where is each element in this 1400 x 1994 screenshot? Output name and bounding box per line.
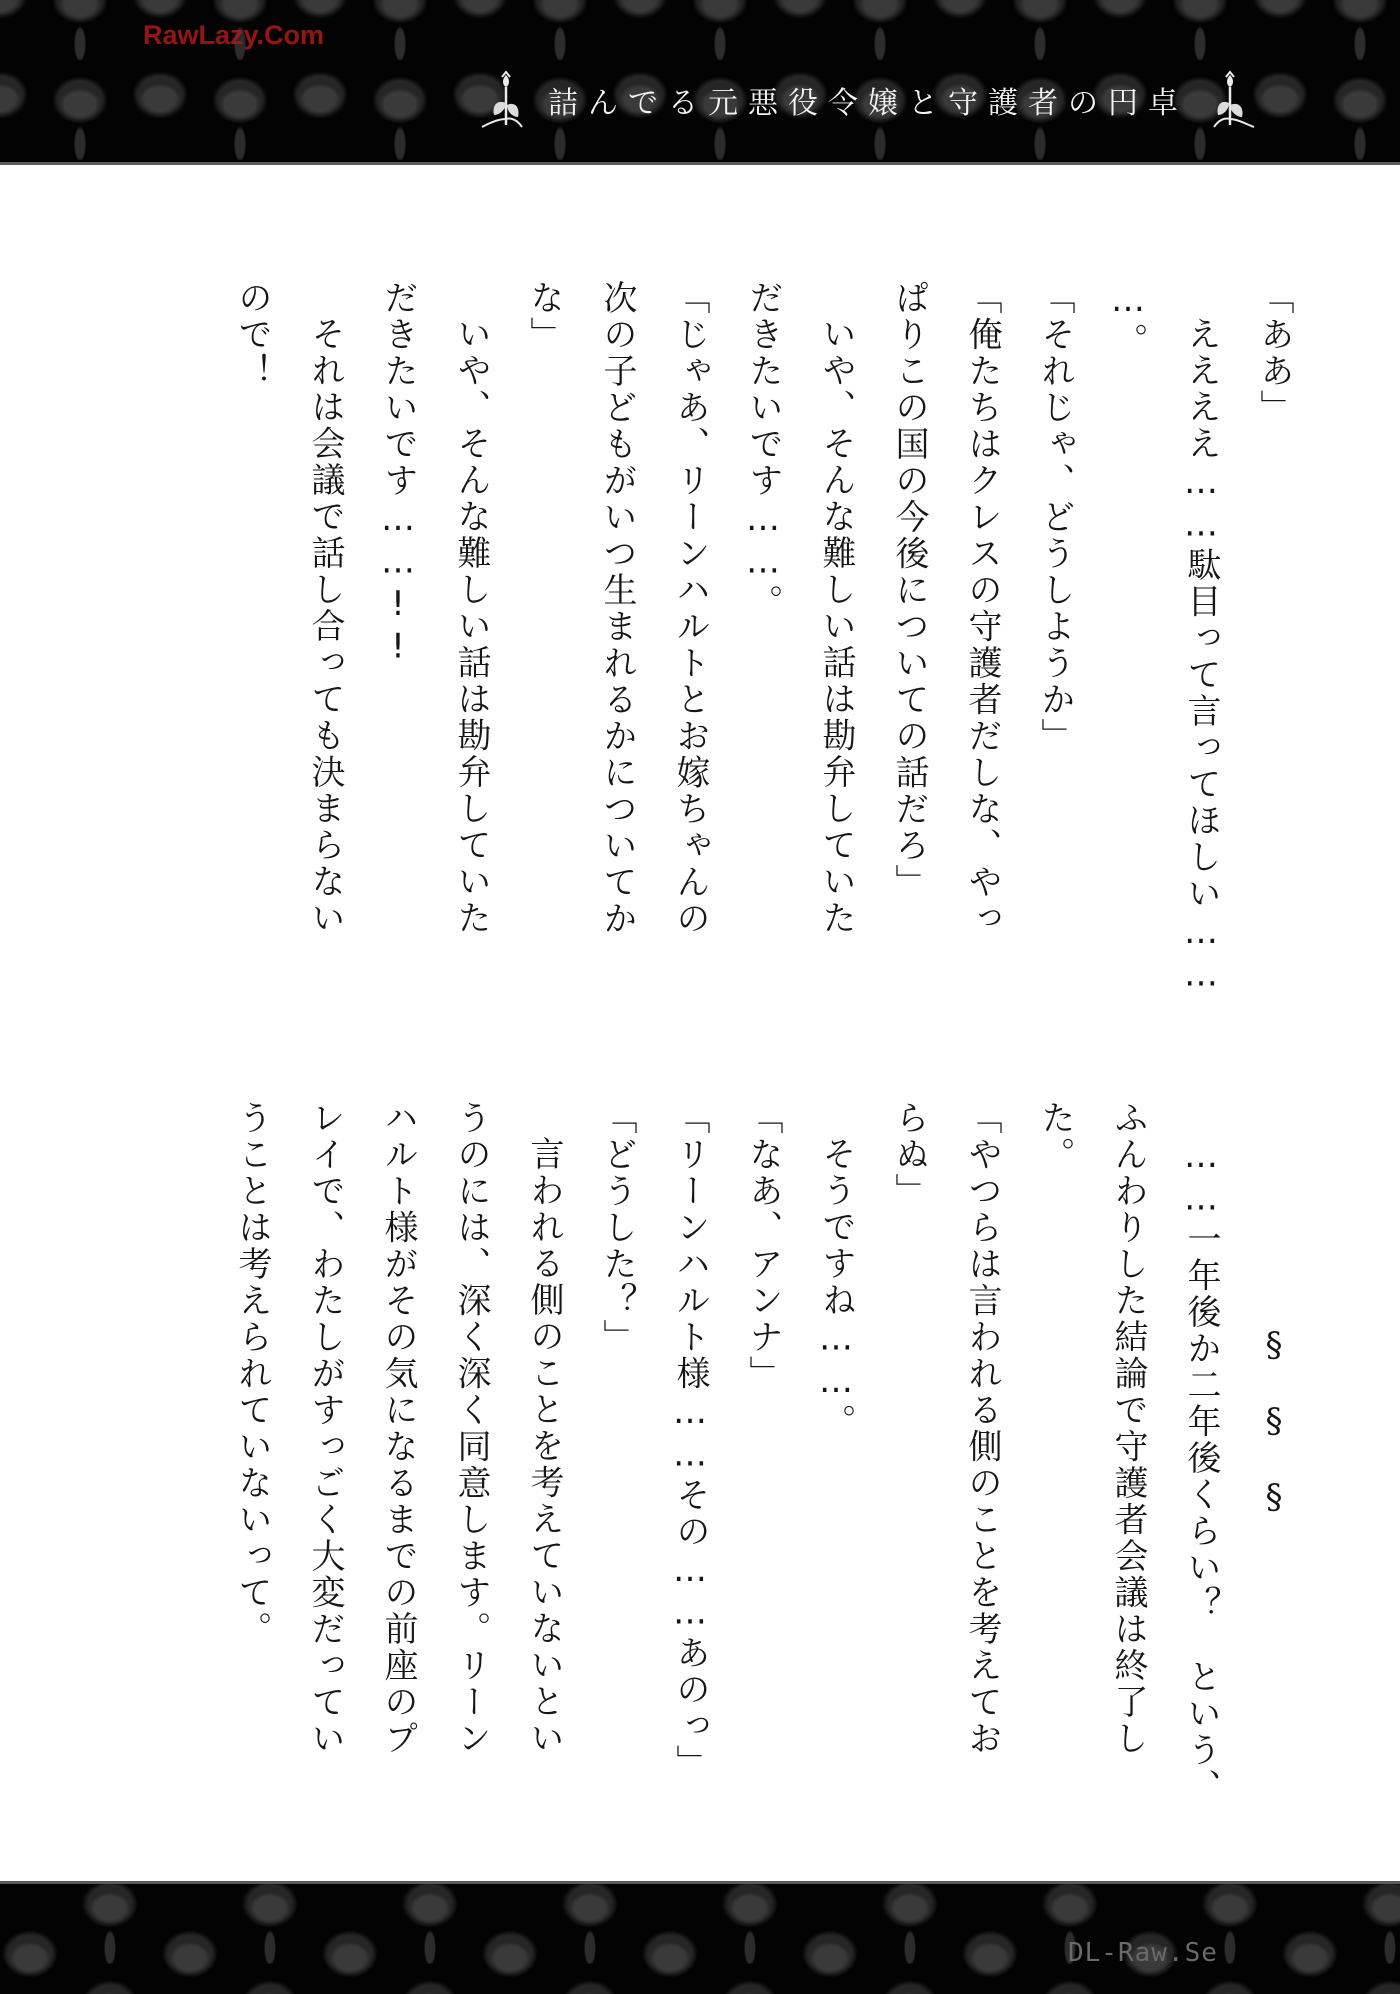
text-line: ええええ……駄目って言ってほしい…… [1181,316,1221,997]
text-line: …。 [1108,280,1148,359]
text-block-top [215,280,1310,997]
text-line: いや、そんな難しい話は勘弁していた [816,316,856,937]
text-line: ので！ [232,280,272,390]
text-line: 「やつらは言われる側のことを考えてお [962,1100,1002,1757]
text-block-bottom [215,1100,1310,1805]
text-line: それは会議で話し合っても決まらない [305,316,345,937]
chapter-title: 詰んでる元悪役令嬢と守護者の円卓 [548,86,1188,121]
text-line: ハルト様がその気になるまでの前座のプ [378,1100,418,1757]
text-line: らぬ」 [889,1100,929,1210]
text-line: だきたいです……!! [378,280,418,669]
text-line: ぱりこの国の今後についての話だろ」 [889,280,929,901]
page-body [0,165,1400,1881]
text-line: ふんわりした結論で守護者会議は終了し [1108,1100,1148,1757]
text-line: 「リーンハルト様……その……あのっ」 [670,1100,710,1781]
watermark-bottom: DL-Raw.Se [1068,1938,1218,1968]
text-line: 言われる側のことを考えていないとい [524,1136,564,1757]
text-line: 「それじゃ、どうしようか」 [1035,280,1075,755]
text-line: うのには、深く深く同意します。リーン [451,1100,491,1757]
header-banner [0,0,1400,165]
section-break-marks: §§§ [1254,1325,1294,1553]
text-line: ……一年後か二年後くらい？ という、 [1181,1136,1221,1805]
text-line: た。 [1035,1100,1075,1173]
tulip-ornament-right-icon [1202,69,1258,131]
text-line: 「どうした？」 [597,1100,637,1356]
text-line: そうですね……。 [816,1136,856,1440]
text-line: 「ああ」 [1254,280,1294,426]
text-line: だきたいです……。 [743,280,783,621]
watermark-top: RawLazy.Com [143,20,325,50]
text-line: な」 [524,280,564,353]
text-line: うことは考えられていないって。 [232,1100,272,1648]
text-line: いや、そんな難しい話は勘弁していた [451,316,491,937]
text-line: レイで、わたしがすっごく大変だってい [305,1100,345,1757]
text-line: 次の子どもがいつ生まれるかについてか [597,280,637,937]
chapter-title-bar [478,70,1258,130]
text-line: 「なあ、アンナ」 [743,1100,783,1392]
tulip-ornament-left-icon [478,69,534,131]
text-line: 「じゃあ、リーンハルトとお嫁ちゃんの [670,280,710,937]
text-line: 「俺たちはクレスの守護者だしな、やっ [962,280,1002,937]
